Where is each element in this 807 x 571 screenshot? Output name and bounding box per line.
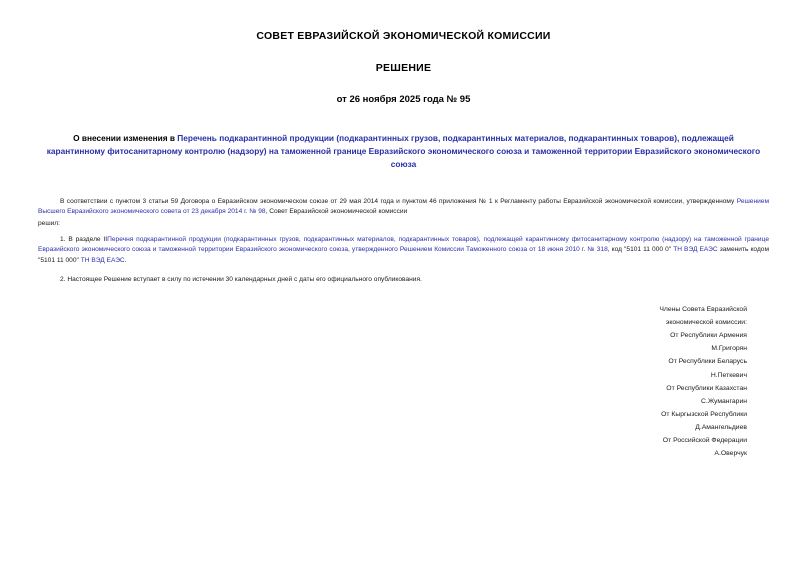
signature-country-kazakhstan: От Республики Казахстан [666,384,747,392]
signature-country-belarus: От Республики Беларусь [668,358,747,366]
item1-link-commission-decision[interactable]: Решением Комиссии Таможенного союза от 18 июня 2010 г. № 318 [399,246,608,254]
signature-name-russia: А.Оверчук [714,449,747,457]
preamble-paragraph [38,197,769,218]
signature-country-russia: От Российской Федерации [662,436,747,444]
signature-heading-line-2: экономической комиссии: [665,319,747,327]
item1-code-old: , код "5101 11 000 0" [607,246,674,254]
signature-heading-line-1: Члены Совета Евразийской [659,306,747,314]
document-body [38,197,769,286]
item-2-paragraph: 2. Настоящее Решение вступает в силу по истечении 30 календарных дней с даты его официального опубликования. [60,275,422,283]
item1-replacement-text: заменить кодом "5101 11 000" [38,246,769,264]
document-header [38,0,769,105]
signature-name-armenia: М.Григорян [711,345,747,353]
organization-title: СОВЕТ ЕВРАЗИЙСКОЙ ЭКОНОМИЧЕСКОЙ КОМИССИИ [256,30,551,42]
document-type-heading: РЕШЕНИЕ [375,62,432,74]
signature-name-kyrgyzstan: Д.Амангельдиев [695,423,747,431]
subject-lead-text: О внесении изменения в [73,133,178,143]
item-1-paragraph [38,235,769,267]
subject-highlighted-link[interactable]: Перечень подкарантинной продукции (подкарантинных грузов, подкарантинных материалов, подкарантинных товаров), подлежащей карантинному фитосанитарному контролю (надзору) на таможенной границе Евразийского экономического союза и таможенной территории Евразийского экономического союза [46,133,761,169]
item1-prefix-text: 1. В разделе II [60,235,108,243]
signature-country-armenia: От Республики Армения [670,332,747,340]
item1-link-tnved-second[interactable]: ТН ВЭД ЕАЭС [80,256,125,264]
signature-block [38,303,769,460]
item1-link-tnved-first[interactable]: ТН ВЭД ЕАЭС [673,246,718,254]
resolve-keyword: решил: [38,219,60,227]
signature-name-belarus: Н.Петкевич [710,371,747,379]
signature-country-kyrgyzstan: От Кыргызской Республики [661,410,747,418]
preamble-text-part2: , Совет Евразийской экономической комиссии [265,208,408,216]
item1-period: . [124,256,127,264]
preamble-text-part1: В соответствии с пунктом 3 статьи 59 Договора о Евразийском экономическом союзе от 29 мая 2014 года и пунктом 46 приложения № 1 к Регламенту работы Евразийской экономической комиссии, утвержденному [60,197,737,205]
document-date-number: от 26 ноября 2025 года № 95 [336,94,471,105]
document-subject-title [38,132,769,171]
preamble-link-vees-decision[interactable]: Решением Высшего Евразийского экономического совета от 23 декабря 2014 г. № 98 [38,197,769,216]
signature-name-kazakhstan: С.Жумангарин [701,397,747,405]
spacer-before-item2 [38,268,769,275]
item1-link-perechen[interactable]: Перечня подкарантинной продукции (подкарантинных грузов, подкарантинных материалов, подкарантинных товаров), подлежащей карантинному фитосанитарному контролю (надзору) на таможенной границе Евразийского экономического союза и таможенной территории Евразийского экономического союза, утвержденного [38,235,769,254]
